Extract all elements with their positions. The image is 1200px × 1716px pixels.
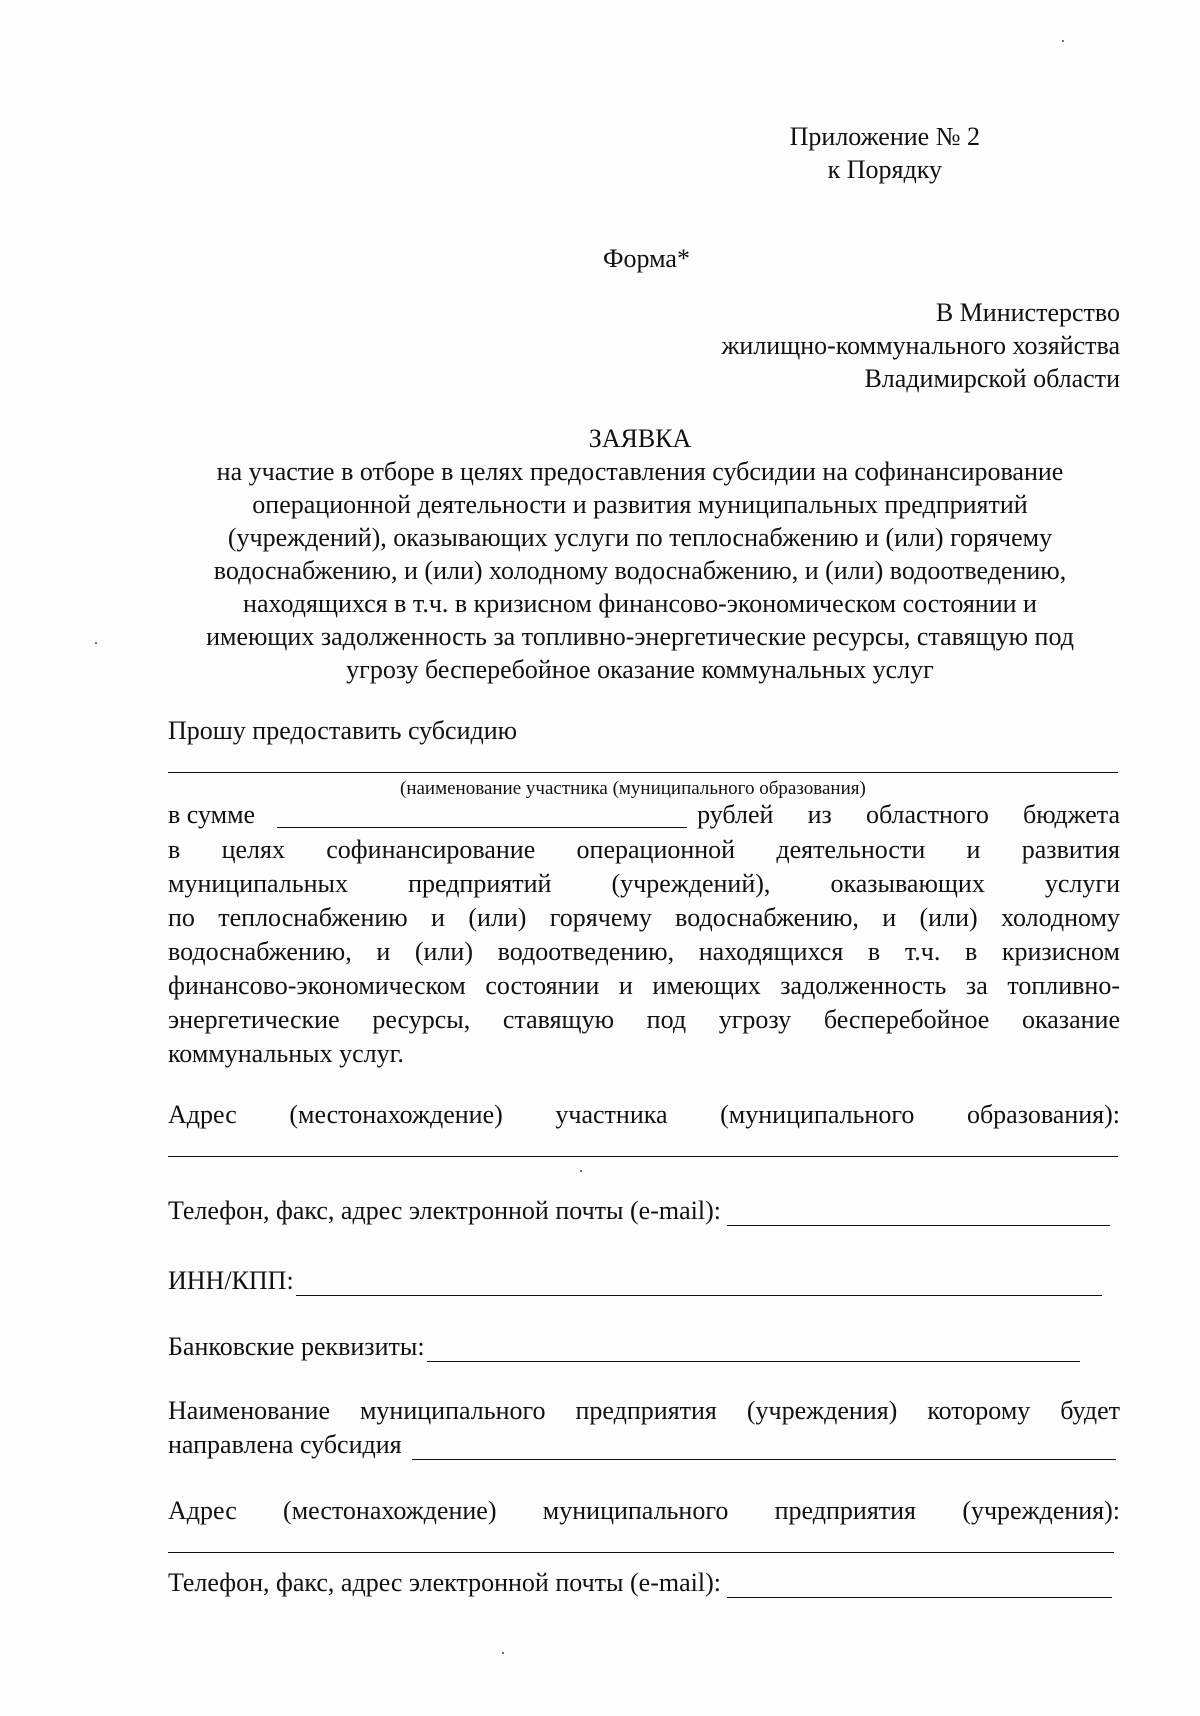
request-intro: Прошу предоставить субсидию (168, 716, 518, 745)
appendix-reference (790, 120, 980, 186)
body-line: энергетические ресурсы, ставящую под угрозу бесперебойное оказание (168, 1005, 1120, 1034)
amount-prefix: в сумме (168, 800, 256, 829)
title-line: операционной деятельности и развития муниципальных предприятий (252, 490, 1028, 519)
title-line: находящихся в т.ч. в кризисном финансово-экономическом состоянии и (243, 589, 1037, 618)
scan-speck (1062, 40, 1064, 42)
amount-row (168, 800, 1120, 830)
scan-speck (502, 1652, 504, 1654)
appendix-number: Приложение № 2 (789, 122, 980, 151)
participant-address-field[interactable] (168, 1156, 1118, 1157)
addressee-block (721, 296, 1120, 395)
bank-details-field[interactable] (427, 1339, 1080, 1362)
enterprise-name-label-2: направлена субсидия (168, 1430, 402, 1459)
title-line: на участие в отборе в целях предоставления субсидии на софинансирование (216, 457, 1064, 486)
enterprise-address-field[interactable] (168, 1552, 1114, 1553)
amount-field[interactable] (277, 803, 687, 828)
enterprise-contacts-row (168, 1568, 1112, 1598)
participant-address-label: Адрес (местонахождение) участника (муниципального образования): (168, 1100, 1120, 1129)
scan-speck (95, 642, 97, 644)
enterprise-name-label: Наименование муниципального предприятия (учреждения) которому будет (168, 1396, 1120, 1425)
addressee-line-1: В Министерство (935, 298, 1120, 327)
addressee-line-3: Владимирской области (864, 364, 1120, 393)
title-line: (учреждений), оказывающих услуги по теплоснабжению и (или) горячему (227, 523, 1053, 552)
participant-contacts-label: Телефон, факс, адрес электронной почты (e-mail): (168, 1196, 721, 1225)
participant-name-field[interactable] (168, 772, 1118, 773)
inn-kpp-label: ИНН/КПП: (168, 1266, 294, 1295)
body-line-last: коммунальных услуг. (168, 1039, 404, 1068)
body-line: финансово-экономическом состоянии и имеющих задолженность за топливно- (168, 971, 1120, 1000)
bank-details-row (168, 1332, 1080, 1362)
body-line: водоснабжению, и (или) водоотведению, находящихся в т.ч. в кризисном (168, 937, 1120, 966)
appendix-order-ref: к Порядку (827, 155, 942, 184)
amount-suffix: рублей из областного бюджета (697, 800, 1120, 829)
participant-contacts-field[interactable] (727, 1203, 1110, 1226)
participant-contacts-row (168, 1196, 1110, 1226)
bank-details-label: Банковские реквизиты: (168, 1332, 425, 1361)
scan-speck (580, 1170, 582, 1172)
participant-name-caption: (наименование участника (муниципального образования) (400, 778, 866, 799)
addressee-line-2: жилищно-коммунального хозяйства (721, 331, 1120, 360)
document-title (160, 422, 1120, 686)
enterprise-contacts-label: Телефон, факс, адрес электронной почты (e-mail): (168, 1568, 721, 1597)
form-label: Форма* (603, 244, 690, 273)
body-line: муниципальных предприятий (учреждений), оказывающих услуги (168, 869, 1120, 898)
enterprise-name-field[interactable] (412, 1437, 1116, 1460)
enterprise-contacts-field[interactable] (727, 1575, 1112, 1598)
enterprise-address-label: Адрес (местонахождение) муниципального предприятия (учреждения): (168, 1496, 1120, 1525)
title-heading: ЗАЯВКА (588, 424, 692, 453)
enterprise-name-row (168, 1430, 1116, 1460)
inn-kpp-row (168, 1266, 1102, 1296)
title-line: водоснабжению, и (или) холодному водоснабжению, и (или) водоотведению, (213, 556, 1067, 585)
body-line: по теплоснабжению и (или) горячему водоснабжению, и (или) холодному (168, 903, 1120, 932)
title-line: имеющих задолженность за топливно-энергетические ресурсы, ставящую под (206, 622, 1074, 651)
title-line: угрозу бесперебойное оказание коммунальных услуг (346, 655, 934, 684)
body-line: в целях софинансирование операционной деятельности и развития (168, 835, 1120, 864)
inn-kpp-field[interactable] (296, 1273, 1102, 1296)
